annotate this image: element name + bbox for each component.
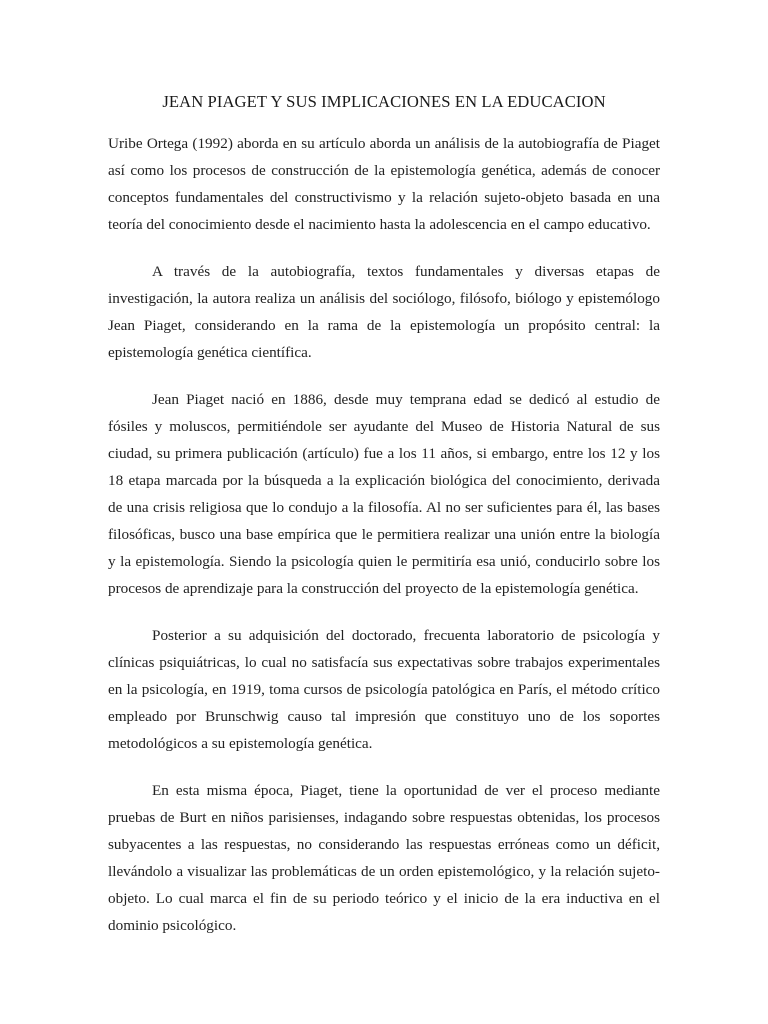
- paragraph-2: A través de la autobiografía, textos fundamentales y diversas etapas de investigación, la autora realiza un análisis del sociólogo, filósofo, biólogo y epistemólogo Jean Piaget, considerando en la rama de la epistemología un propósito central: la epistemología genética científica.: [108, 263, 660, 361]
- paragraph-3: Jean Piaget nació en 1886, desde muy temprana edad se dedicó al estudio de fósiles y moluscos, permitiéndole ser ayudante del Museo de Historia Natural de sus ciudad, su primera publicación (artículo) fue a los 11 años, si embargo, entre los 12 y los 18 etapa marcada por la búsqueda a la explicación biológica del conocimiento, derivada de una crisis religiosa que lo condujo a la filosofía. Al no ser suficientes para él, las bases filosóficas, busco una base empírica que le permitiera realizar una unión entre la biología y la epistemología. Siendo la psicología quien le permitiría esa unió, conducirlo sobre los procesos de aprendizaje para la construcción del proyecto de la epistemología genética.: [108, 391, 660, 597]
- paragraph-4: Posterior a su adquisición del doctorado, frecuenta laboratorio de psicología y clínicas psiquiátricas, lo cual no satisfacía sus expectativas sobre trabajos experimentales en la psicología, en 1919, toma cursos de psicología patológica en París, el método crítico empleado por Brunschwig causo tal impresión que constituyo uno de los soportes metodológicos a su epistemología genética.: [108, 627, 660, 752]
- document-title: JEAN PIAGET Y SUS IMPLICACIONES EN LA EDUCACION: [162, 92, 606, 111]
- paragraph-1: Uribe Ortega (1992) aborda en su artículo aborda un análisis de la autobiografía de Piaget así como los procesos de construcción de la epistemología genética, además de conocer conceptos fundamentales del constructivismo y la relación sujeto-objeto basada en una teoría del conocimiento desde el nacimiento hasta la adolescencia en el campo educativo.: [108, 135, 660, 233]
- paragraph-5: En esta misma época, Piaget, tiene la oportunidad de ver el proceso mediante pruebas de Burt en niños parisienses, indagando sobre respuestas obtenidas, los procesos subyacentes a las respuestas, no considerando las respuestas erróneas como un déficit, llevándolo a visualizar las problemáticas de un orden epistemológico, y la relación sujeto-objeto. Lo cual marca el fin de su periodo teórico y el inicio de la era inductiva en el dominio psicológico.: [108, 782, 660, 934]
